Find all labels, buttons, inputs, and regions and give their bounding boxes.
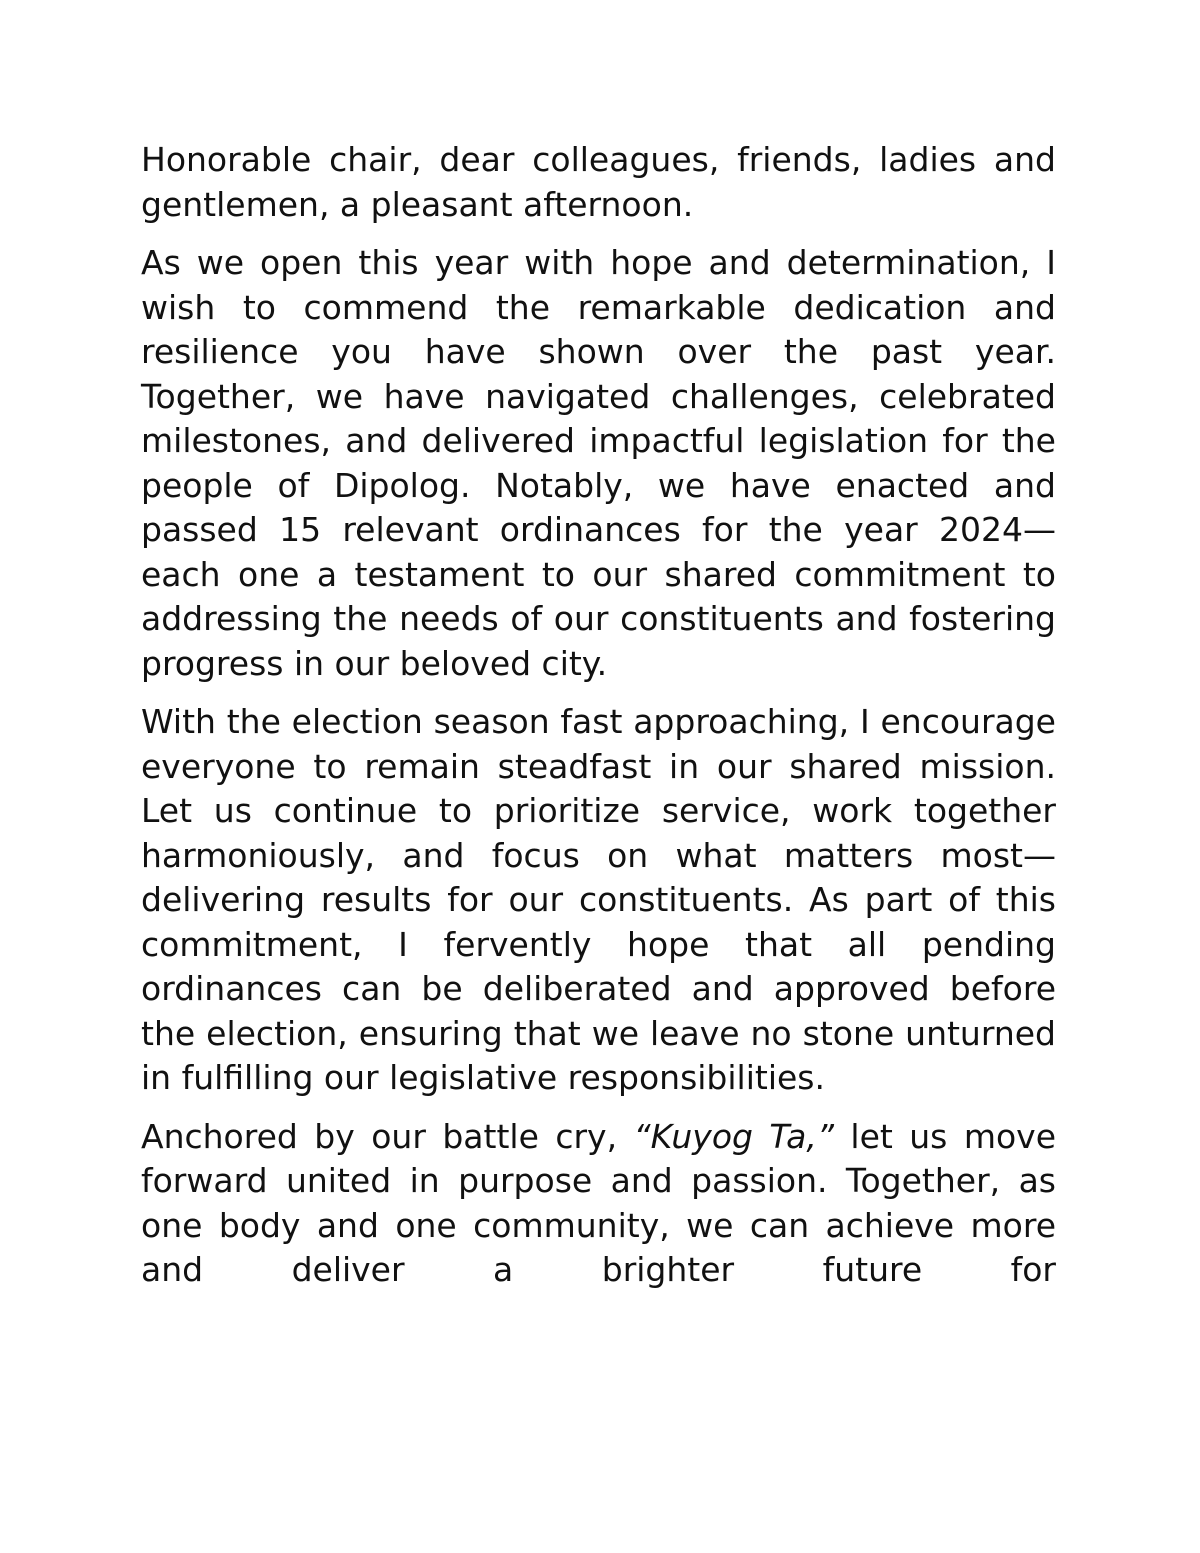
closing-text-before: Anchored by our battle cry, <box>141 1116 634 1156</box>
paragraph-year-review: As we open this year with hope and determination, I wish to commend the remarkable dedication and resilience you have shown over the past year. Together, we have navigated challenges, celebrated milestones, and delivered impactful legislation for the people of Dipolog. Notably, we have enacted and passed 15 relevant ordinances for the year 2024—each one a testament to our shared commitment to addressing the needs of our constituents and fostering progress in our beloved city. <box>141 243 1056 683</box>
battle-cry-quote: “Kuyog Ta,” <box>633 1116 834 1156</box>
speech-body <box>141 138 1056 1307</box>
paragraph-greeting: Honorable chair, dear colleagues, friends, ladies and gentlemen, a pleasant afternoon. <box>141 140 1056 224</box>
closing-text-after: let us move forward united in purpose and passion. Together, as one body and one community, we can achieve more and deliver a brighter future for <box>141 1116 1056 1289</box>
paragraph-closing <box>141 1115 1056 1293</box>
paragraph-election-appeal: With the election season fast approaching, I encourage everyone to remain steadfast in our shared mission. Let us continue to prioritize service, work together harmoniously, and focus on what matters most—delivering results for our constituents. As part of this commitment, I fervently hope that all pending ordinances can be deliberated and approved before the election, ensuring that we leave no stone unturned in fulfilling our legislative responsibilities. <box>141 702 1056 1097</box>
